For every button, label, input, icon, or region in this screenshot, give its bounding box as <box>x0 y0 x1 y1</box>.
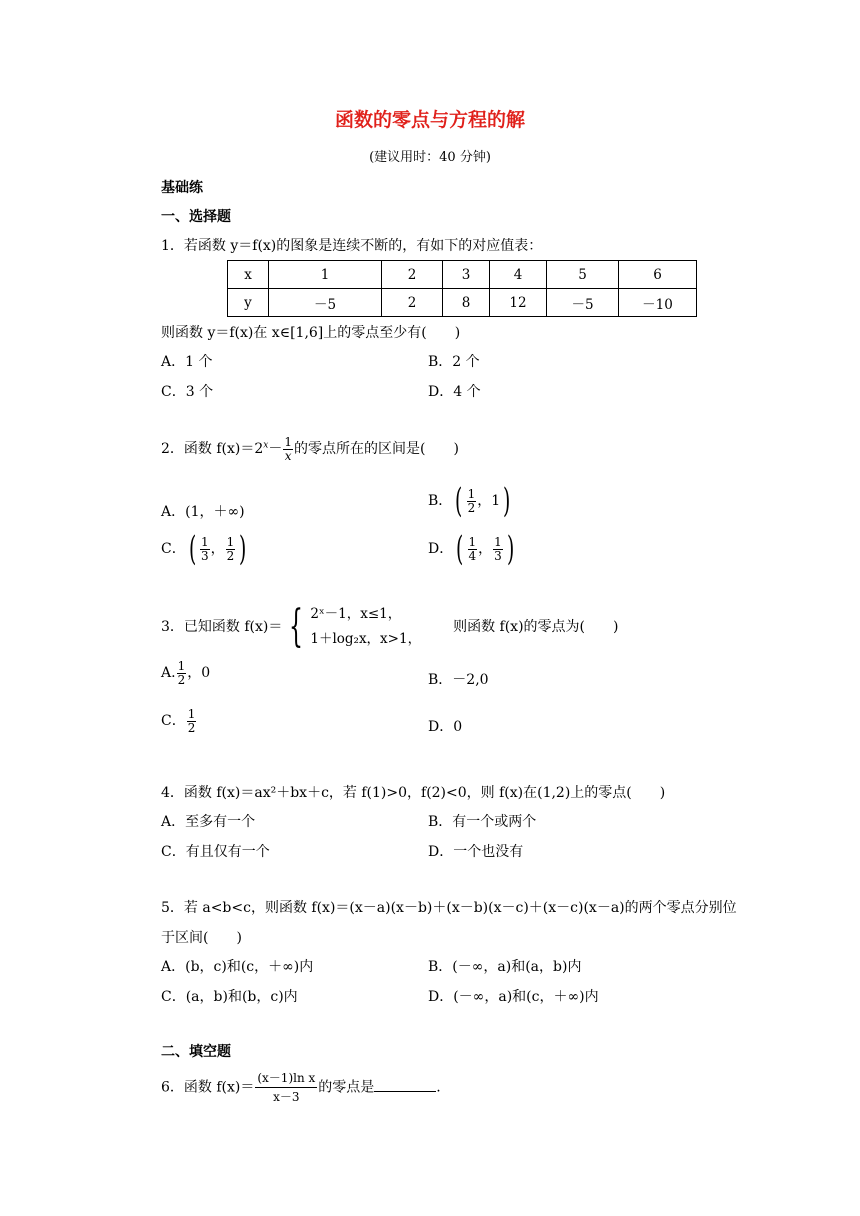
frac-den: 2 <box>187 720 196 735</box>
frac-den: x－3 <box>273 1089 300 1104</box>
left-bracket-icon: ( <box>456 529 464 569</box>
q2-stem-pre: 2．函数 f(x)＝2 <box>161 441 264 458</box>
q2-stem <box>161 436 459 462</box>
frac-den: 2 <box>226 548 235 563</box>
right-bracket-icon: ) <box>239 529 247 569</box>
q2-stem-post: 的零点所在的区间是( ) <box>293 441 459 458</box>
frac-num: 1 <box>284 435 292 449</box>
left-brace-icon: { <box>289 600 304 652</box>
table-cell: －5 <box>547 289 619 317</box>
option-label: D． <box>428 541 454 557</box>
q2-d-fraction-1 <box>468 536 478 562</box>
q2-b-fraction <box>467 488 477 514</box>
table-row-y <box>228 289 697 317</box>
frac-num: (x－1)ln x <box>255 1072 317 1088</box>
q2-option-c[interactable] <box>161 529 250 569</box>
frac-den: 2 <box>177 672 186 687</box>
q1-stem: 1．若函数 y＝f(x)的图象是连续不断的，有如下的对应值表： <box>161 238 543 254</box>
table-cell: 5 <box>547 261 619 289</box>
q3-option-a[interactable] <box>161 660 210 686</box>
case-2: 1＋log₂x，x>1， <box>310 630 422 647</box>
table-cell: 2 <box>382 289 443 317</box>
q2-c-fraction-2 <box>226 536 236 562</box>
page-title: 函数的零点与方程的解 <box>334 109 525 131</box>
frac-num: 1 <box>187 707 196 721</box>
frac-den: 3 <box>494 548 502 563</box>
table-cell: －5 <box>269 289 382 317</box>
q5-option-d[interactable]: D．(－∞，a)和(c，＋∞)内 <box>428 989 599 1005</box>
answer-blank[interactable] <box>374 1079 436 1092</box>
frac-num: 1 <box>468 534 477 549</box>
q6-fraction <box>255 1072 317 1103</box>
q3-a-fraction <box>177 660 187 686</box>
q5-option-a[interactable]: A．(b，c)和(c，＋∞)内 <box>161 959 314 975</box>
q3-stem-post: 则函数 f(x)的零点为( ) <box>453 618 619 635</box>
time-hint: (建议用时：40 分钟) <box>369 150 491 165</box>
q1-option-b[interactable]: B．2 个 <box>428 354 480 370</box>
q2-option-a[interactable]: A．(1，＋∞) <box>161 504 245 520</box>
q5-stem-line2: 于区间( ) <box>161 930 242 946</box>
left-bracket-icon: ( <box>188 529 196 569</box>
frac-den: 2 <box>467 500 476 515</box>
section-basic: 基础练 <box>161 180 203 196</box>
table-cell: 8 <box>443 289 490 317</box>
q3-option-b[interactable]: B．－2,0 <box>428 672 489 688</box>
q5-stem-line1: 5．若 a<b<c，则函数 f(x)＝(x－a)(x－b)＋(x－b)(x－c)＋(x－c)(x－a)的两个零点分别位 <box>161 900 737 916</box>
piecewise-cases <box>310 602 421 652</box>
q2-option-b[interactable] <box>428 481 513 521</box>
q3-c-fraction <box>187 708 197 734</box>
section-choice: 一、选择题 <box>161 209 231 225</box>
table-cell: y <box>228 289 269 317</box>
q4-option-b[interactable]: B．有一个或两个 <box>428 814 537 830</box>
frac-den-var: x <box>284 448 292 463</box>
table-cell: 6 <box>619 261 697 289</box>
frac-den: 4 <box>468 548 477 563</box>
right-bracket-icon: ) <box>503 481 511 521</box>
q4-option-d[interactable]: D．一个也没有 <box>428 844 524 860</box>
table-cell: －10 <box>619 289 697 317</box>
q2-exponent: x <box>263 440 269 451</box>
table-cell: 3 <box>443 261 490 289</box>
q5-option-c[interactable]: C．(a，b)和(b，c)内 <box>161 989 298 1005</box>
section-fill: 二、填空题 <box>161 1044 231 1060</box>
table-cell: 1 <box>269 261 382 289</box>
q1-option-d[interactable]: D．4 个 <box>428 384 481 400</box>
q2-minus: － <box>268 441 283 458</box>
q4-stem: 4．函数 f(x)＝ax²＋bx＋c，若 f(1)>0，f(2)<0，则 f(x)在(1,2)上的零点( ) <box>161 785 666 801</box>
q6-stem <box>161 1072 441 1103</box>
right-bracket-icon: ) <box>506 529 515 569</box>
q3-stem-pre: 3．已知函数 f(x)＝ <box>161 618 283 635</box>
table-cell: 4 <box>490 261 547 289</box>
frac-num: 1 <box>494 534 502 549</box>
table-cell: x <box>228 261 269 289</box>
q3-option-d[interactable]: D．0 <box>428 719 463 735</box>
frac-num: 1 <box>226 534 235 549</box>
option-tail: ，1 <box>477 493 501 509</box>
q1-option-a[interactable]: A．1 个 <box>161 354 213 370</box>
left-bracket-icon: ( <box>455 481 463 521</box>
option-tail: ，0 <box>187 665 211 682</box>
option-label: C． <box>161 713 186 730</box>
case-1: 2ˣ－1，x≤1， <box>310 606 402 622</box>
q1-question: 则函数 y＝f(x)在 x∈[1,6]上的零点至少有( ) <box>161 325 461 341</box>
q4-option-c[interactable]: C．有且仅有一个 <box>161 844 270 860</box>
comma: ， <box>478 541 493 557</box>
option-label: B． <box>428 493 453 509</box>
frac-num: 1 <box>200 534 209 549</box>
q2-d-fraction-2 <box>493 536 503 562</box>
q3-stem <box>161 602 618 652</box>
frac-den <box>284 450 293 463</box>
table-cell: 12 <box>490 289 547 317</box>
q6-stem-pre: 6．函数 f(x)＝ <box>161 1079 255 1096</box>
q6-stem-post: 的零点是 <box>318 1079 375 1096</box>
frac-num: 1 <box>467 486 476 501</box>
q4-option-a[interactable]: A．至多有一个 <box>161 814 256 830</box>
frac-num: 1 <box>177 659 186 673</box>
table-row-x <box>228 261 697 289</box>
q1-option-c[interactable]: C．3 个 <box>161 384 214 400</box>
option-label: C． <box>161 541 186 557</box>
comma: ， <box>210 541 225 557</box>
value-table <box>227 260 697 317</box>
period: . <box>436 1079 441 1096</box>
table-cell: 2 <box>382 261 443 289</box>
q2-option-d[interactable] <box>428 529 517 569</box>
q2-fraction <box>283 436 293 462</box>
option-label: A. <box>161 665 176 682</box>
q3-option-c[interactable] <box>161 708 197 734</box>
q5-option-b[interactable]: B．(－∞，a)和(a，b)内 <box>428 959 582 975</box>
frac-den: 3 <box>200 548 209 563</box>
q2-c-fraction-1 <box>200 536 210 562</box>
